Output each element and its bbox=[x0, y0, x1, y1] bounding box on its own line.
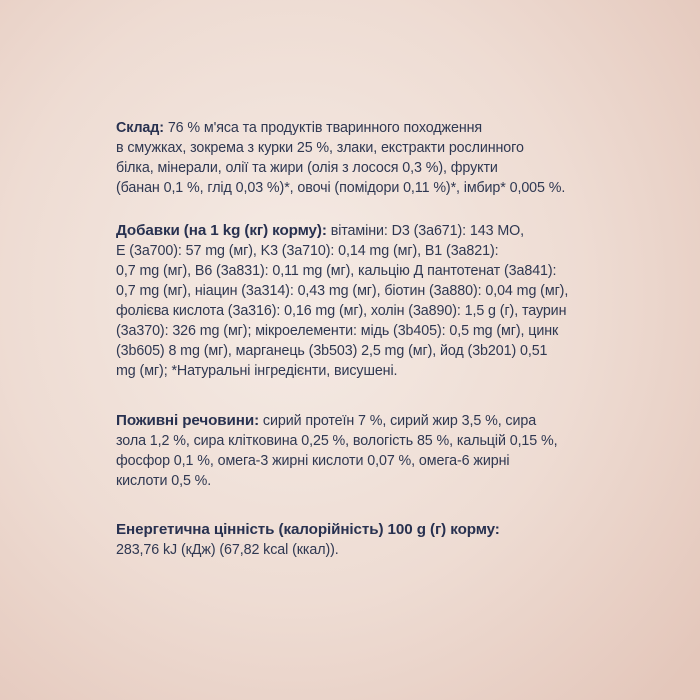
additives-line-8: mg (мг); *Натуральні інгредієнти, висушені. bbox=[116, 363, 398, 379]
product-info-text bbox=[116, 118, 636, 560]
nutrients-line-3: фосфор 0,1 %, омега-3 жирні кислоти 0,07 %, омега-6 жирні bbox=[116, 453, 510, 469]
energy-section bbox=[116, 520, 636, 560]
additives-line-2: E (3a700): 57 mg (мг), K3 (3a710): 0,14 mg (мг), B1 (3a821): bbox=[116, 243, 499, 259]
additives-line-6: (3a370): 326 mg (мг); мікроелементи: мідь (3b405): 0,5 mg (мг), цинк bbox=[116, 323, 559, 339]
energy-line-1: 283,76 kJ (кДж) (67,82 kcal (ккал)). bbox=[116, 542, 339, 558]
additives-line-3: 0,7 mg (мг), B6 (3a831): 0,11 mg (мг), кальцію Д пантотенат (3a841): bbox=[116, 263, 557, 279]
nutrients-label: Поживні речовини: bbox=[116, 412, 260, 429]
additives-section bbox=[116, 221, 636, 381]
energy-label: Енергетична цінність (калорійність) 100 g (г) корму: bbox=[116, 521, 500, 538]
additives-line-5: фолієва кислота (3a316): 0,16 mg (мг), холін (3a890): 1,5 g (г), таурин bbox=[116, 303, 567, 319]
additives-line-7: (3b605) 8 mg (мг), марганець (3b503) 2,5 mg (мг), йод (3b201) 0,51 bbox=[116, 343, 548, 359]
additives-line-1 bbox=[116, 221, 636, 241]
nutrients-text-1: сирий протеїн 7 %, сирий жир 3,5 %, сира bbox=[262, 413, 537, 429]
additives-line-4: 0,7 mg (мг), ніацин (3a314): 0,43 mg (мг), біотин (3a880): 0,04 mg (мг), bbox=[116, 283, 569, 299]
composition-label: Склад: bbox=[116, 120, 164, 136]
composition-line-3: білка, мінерали, олії та жири (олія з лосося 0,3 %), фрукти bbox=[116, 160, 498, 176]
nutrients-line-2: зола 1,2 %, сира клітковина 0,25 %, вологість 85 %, кальцій 0,15 %, bbox=[116, 433, 558, 449]
composition-text-1: 76 % м'яса та продуктів тваринного походження bbox=[167, 120, 483, 136]
nutrients-line-4: кислоти 0,5 %. bbox=[116, 473, 212, 489]
composition-line-1 bbox=[116, 118, 636, 138]
additives-text-1: вітаміни: D3 (3a671): 143 МО, bbox=[330, 223, 525, 239]
nutrients-line-1 bbox=[116, 411, 636, 431]
composition-line-4: (банан 0,1 %, глід 0,03 %)*, овочі (помідори 0,11 %)*, імбир* 0,005 %. bbox=[116, 180, 566, 196]
additives-label: Добавки (на 1 kg (кг) корму): bbox=[116, 222, 327, 239]
nutrients-section bbox=[116, 411, 636, 491]
composition-line-2: в смужках, зокрема з курки 25 %, злаки, екстракти рослинного bbox=[116, 140, 524, 156]
composition-section bbox=[116, 118, 636, 198]
